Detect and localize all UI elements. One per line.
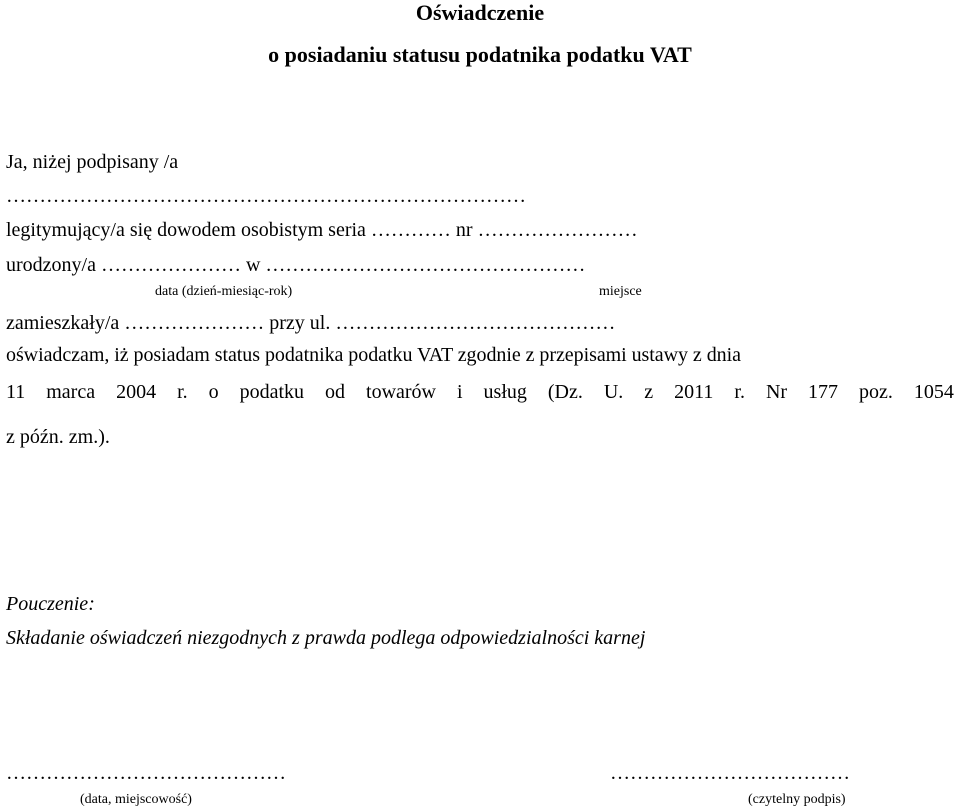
signature-label: (czytelny podpis) [748, 792, 846, 807]
statement-word: (Dz. [547, 381, 583, 403]
statement-line-2 [6, 382, 954, 402]
statement-word: 2004 [116, 381, 157, 403]
signature-dots: ……………………………… [610, 762, 850, 784]
declarant-intro: Ja, niżej podpisany /a [6, 151, 179, 173]
document-subtitle: o posiadaniu statusu podatnika podatku VAT [268, 42, 692, 67]
statement-word: 2011 [674, 381, 714, 403]
statement-word: od [325, 381, 346, 403]
statement-word: i [456, 381, 463, 403]
birth-place-label: miejsce [599, 284, 642, 299]
residence-line: zamieszkały/a ………………… przy ul. …………………………………… [6, 312, 616, 334]
statement-word: o [208, 381, 219, 403]
statement-word: Nr [765, 381, 788, 403]
declarant-name-dots: …………………………………………………………………… [6, 185, 526, 207]
birth-date-label: data (dzień-miesiąc-rok) [155, 284, 293, 299]
notice-text: Składanie oświadczeń niezgodnych z prawda podlega odpowiedzialności karnej [6, 627, 646, 649]
statement-word: podatku [239, 381, 305, 403]
id-document-line: legitymujący/a się dowodem osobistym seria ………… nr …………………… [6, 219, 638, 241]
date-place-label: (data, miejscowość) [80, 792, 192, 807]
birth-line: urodzony/a ………………… w ………………………………………… [6, 254, 586, 276]
statement-line-1: oświadczam, iż posiadam status podatnika podatku VAT zgodnie z przepisami ustawy z dnia [6, 344, 741, 366]
statement-word: r. [177, 381, 188, 403]
date-place-dots: …………………………………… [6, 762, 286, 784]
statement-word: z [644, 381, 654, 403]
statement-word: poz. [859, 381, 893, 403]
statement-word: 1054 [913, 381, 954, 403]
statement-word: U. [603, 381, 624, 403]
statement-word: marca [46, 381, 96, 403]
statement-word: usług [483, 381, 527, 403]
statement-line-3: z późn. zm.). [6, 426, 110, 448]
document-title: Oświadczenie [415, 0, 545, 25]
statement-word: 11 [6, 381, 26, 403]
notice-heading: Pouczenie: [6, 593, 95, 615]
statement-word: towarów [366, 381, 436, 403]
statement-word: r. [734, 381, 745, 403]
statement-word: 177 [808, 381, 839, 403]
